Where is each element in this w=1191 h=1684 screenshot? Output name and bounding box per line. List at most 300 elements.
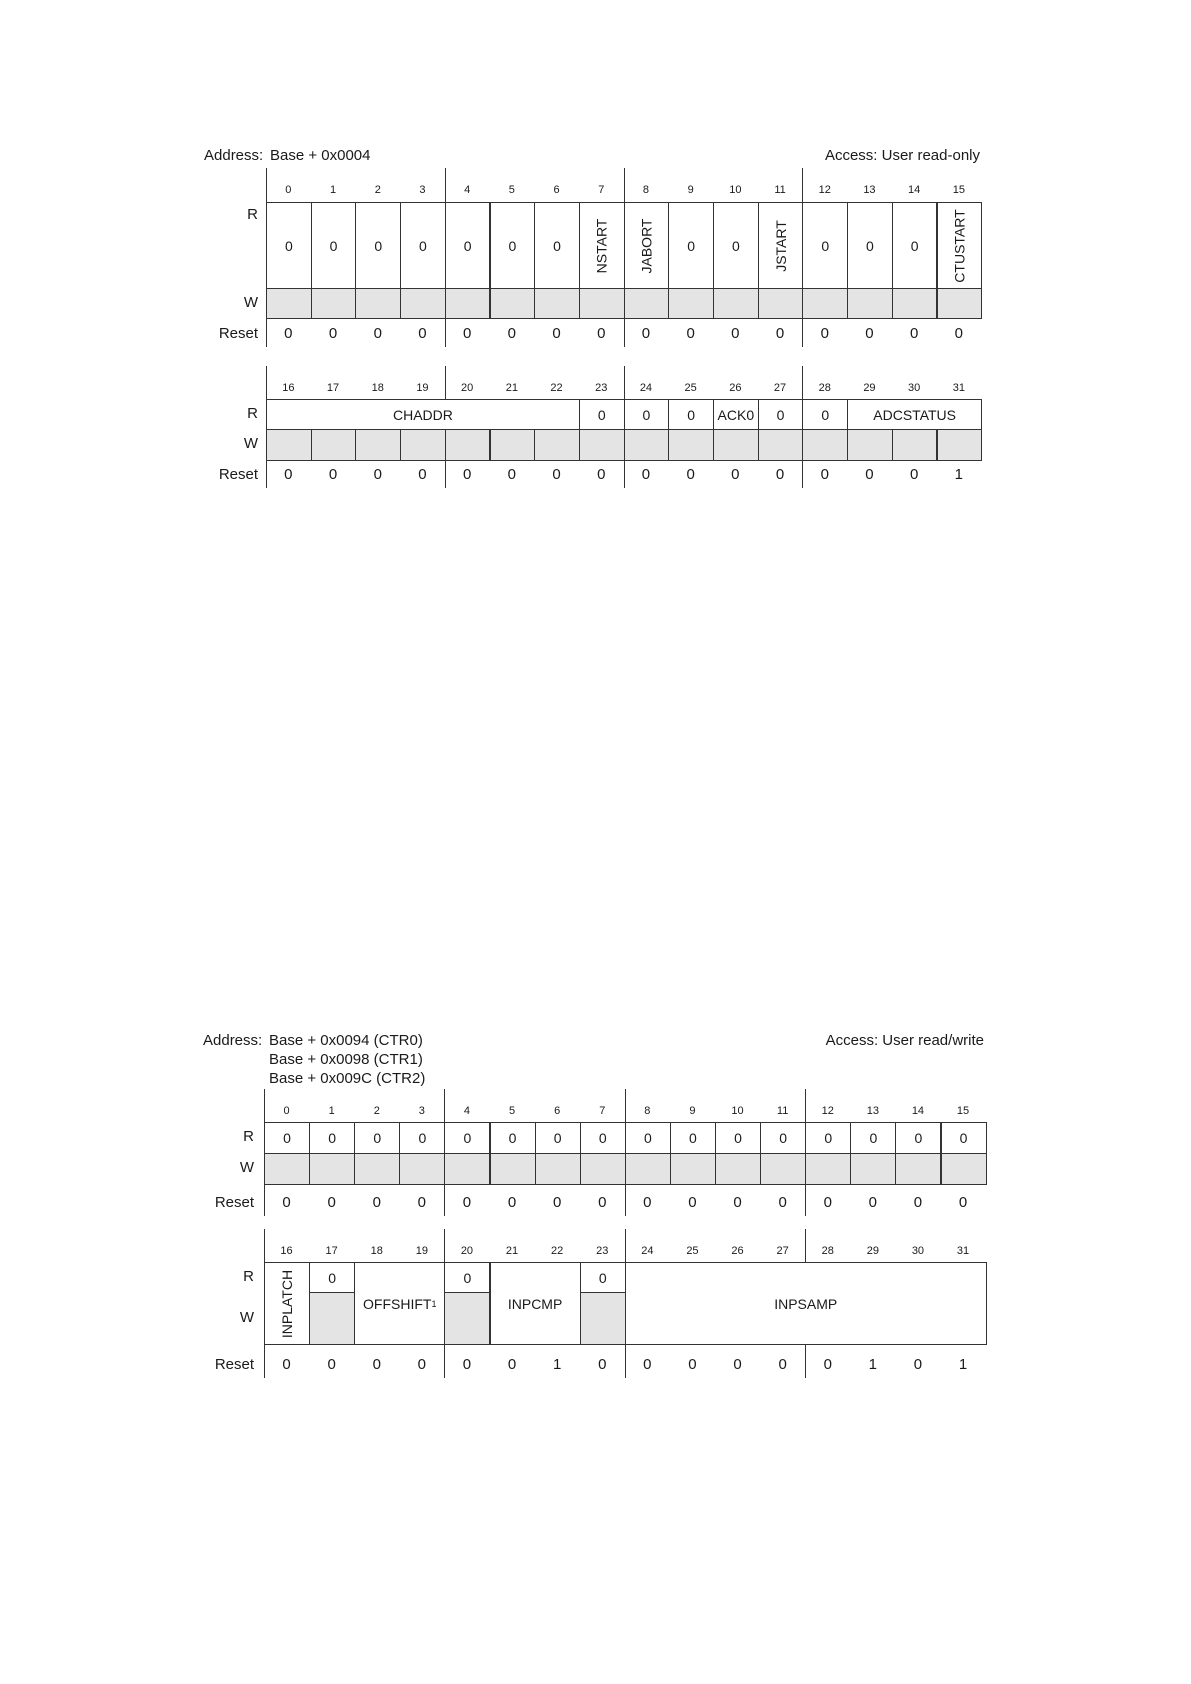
reg1-upper-bit-number: 2 [374, 184, 381, 196]
reg2-upper-r-value: 0 [734, 1130, 742, 1146]
reg2-upper-bit-number: 15 [956, 1105, 970, 1117]
reg2-upper-w-cell [535, 1153, 581, 1185]
reg1-lower-field-label: 0 [687, 406, 696, 423]
reg1-lower-bit-number: 28 [818, 382, 831, 394]
reg2-bit20-r-cell [444, 1262, 490, 1293]
reg1-upper-bit-number: 12 [818, 184, 831, 196]
reg1-lower-reset-value: 0 [597, 466, 606, 483]
reg1-lower-reset-value: 0 [507, 466, 517, 483]
reg1-access: Access: User read-only [824, 147, 980, 164]
reg1-upper-field [579, 202, 625, 289]
reg1-lower-bit-number: 31 [952, 382, 965, 394]
reg2-access: Access: User read/write [825, 1032, 984, 1049]
reg1-lower-bit-number: 29 [863, 382, 876, 394]
reg1-upper-w-cell [847, 288, 893, 319]
reg1-upper-bit-number: 9 [687, 184, 694, 196]
reg2-lower-bit-number: 27 [776, 1245, 789, 1257]
reg1-upper-bit-number: 13 [863, 184, 876, 196]
reg2-upper-w-cell [625, 1153, 671, 1185]
reg1-address-label: Address: [204, 147, 264, 164]
reg2-address-line-1: Base + 0x0094 (CTR0) [269, 1032, 423, 1049]
reg1-upper-r-label: R [247, 206, 258, 223]
reg1-upper-bit-number: 11 [774, 184, 786, 196]
reg2-upper-reset-value: 0 [552, 1194, 562, 1211]
reg1-lower-field-label: CHADDR [393, 406, 453, 423]
reg2-lower-reset-value: 0 [372, 1356, 381, 1373]
reg2-upper-w-label: W [239, 1159, 254, 1176]
reg1-upper-field-label: 0 [419, 237, 427, 254]
reg1-lower-w-cell [311, 429, 357, 461]
reg2-upper-reset-value: 0 [462, 1194, 472, 1211]
reg2-lower-reset-value: 0 [913, 1356, 923, 1373]
reg2-lower-bit-number: 24 [641, 1245, 654, 1257]
reg1-lower-bit-number: 17 [326, 382, 340, 394]
reg1-lower-field [847, 399, 982, 430]
reg2-inpsamp-field [625, 1262, 987, 1345]
reg1-upper-field [445, 202, 491, 289]
reg1-lower-group-divider [266, 366, 267, 399]
reg1-lower-reset-value: 0 [284, 466, 293, 483]
reg1-upper-reset-value: 0 [775, 325, 785, 342]
reg1-upper-reset-value: 0 [731, 325, 740, 342]
reg2-upper-group-divider [625, 1089, 626, 1122]
reg2-upper-bit-number: 6 [554, 1105, 561, 1117]
reg2-lower-bit-number: 28 [821, 1245, 834, 1257]
reg2-upper-bit-number: 5 [508, 1105, 516, 1117]
reg1-upper-w-cell [713, 288, 759, 319]
reg1-upper-field [355, 202, 401, 289]
reg1-lower-w-cell [490, 429, 536, 461]
reg2-bit17-w-cell [309, 1292, 355, 1345]
reg1-upper-group-divider [802, 318, 803, 347]
reg2-upper-reset-value: 0 [372, 1194, 381, 1211]
reg1-lower-w-cell [892, 429, 938, 461]
reg2-lower-bit-number: 26 [731, 1245, 744, 1257]
reg2-lower-reset-value: 1 [958, 1356, 968, 1373]
reg1-lower-field [579, 399, 625, 430]
reg1-lower-reset-value: 0 [731, 466, 740, 483]
reg1-lower-w-cell [579, 429, 625, 461]
reg1-lower-w-cell [668, 429, 714, 461]
reg1-upper-field [713, 202, 759, 289]
reg2-upper-r-value: 0 [959, 1130, 968, 1146]
reg2-lower-reset-value: 0 [507, 1356, 517, 1373]
reg1-upper-group-divider [624, 318, 625, 347]
reg2-lower-bit-number: 16 [280, 1245, 293, 1257]
reg2-upper-w-cell [805, 1153, 851, 1185]
reg1-upper-bit-number: 14 [908, 184, 921, 196]
reg2-upper-w-cell [490, 1153, 536, 1185]
reg2-bit23-r-value: 0 [598, 1269, 607, 1286]
reg2-upper-r-cell [580, 1122, 626, 1154]
reg1-upper-bit-number: 8 [642, 184, 649, 196]
reg2-upper-r-value: 0 [418, 1130, 427, 1146]
reg2-upper-bit-number: 7 [599, 1105, 606, 1117]
reg1-upper-w-cell [400, 288, 446, 319]
reg1-lower-w-cell [847, 429, 893, 461]
reg1-upper-reset-value: 0 [641, 325, 651, 342]
reg2-upper-r-value: 0 [779, 1130, 788, 1146]
reg2-bit23-r-cell [580, 1262, 626, 1293]
reg1-upper-reset-value: 0 [462, 325, 472, 342]
reg1-upper-reset-value: 0 [954, 325, 964, 342]
reg1-upper-group-divider [802, 168, 803, 202]
reg1-lower-w-cell [937, 429, 983, 461]
reg1-lower-bit-number: 20 [461, 382, 474, 394]
reg2-lower-bit-number: 17 [325, 1245, 338, 1257]
reg1-upper-w-cell [668, 288, 714, 319]
reg1-lower-field-label: 0 [776, 406, 785, 423]
reg2-upper-reset-value: 0 [507, 1194, 517, 1211]
reg2-bit23-w-cell [580, 1292, 626, 1345]
reg2-lower-group-divider [625, 1229, 626, 1262]
reg1-upper-bit-number: 10 [729, 184, 742, 196]
reg1-upper-reset-value: 0 [909, 325, 919, 342]
reg2-upper-group-divider [805, 1089, 806, 1122]
reg1-lower-reset-value: 0 [865, 466, 874, 483]
reg2-lower-group-divider [805, 1344, 806, 1378]
reg2-upper-group-divider [264, 1184, 265, 1216]
reg1-upper-group-divider [266, 318, 267, 347]
reg1-upper-field [758, 202, 804, 289]
reg1-lower-reset-value: 0 [775, 466, 785, 483]
reg2-bit17-r-cell [309, 1262, 355, 1293]
reg2-upper-w-cell [895, 1153, 941, 1185]
reg1-upper-bit-number: 7 [598, 184, 605, 196]
reg2-upper-bit-number: 0 [283, 1105, 290, 1117]
reg1-upper-bit-number: 15 [952, 184, 965, 196]
reg1-upper-field [668, 202, 714, 289]
reg2-lower-bit-number: 31 [956, 1245, 970, 1257]
reg1-lower-w-cell [534, 429, 580, 461]
reg1-upper-field-label: 0 [821, 237, 830, 254]
reg2-inpcmp-field [490, 1262, 581, 1345]
reg2-offshift-footnote: 1 [431, 1298, 437, 1309]
reg1-lower-bit-number: 26 [729, 382, 742, 394]
reg2-upper-r-cell [760, 1122, 806, 1154]
reg1-lower-field-label: 0 [642, 406, 651, 423]
reg1-lower-bit-number: 30 [908, 382, 921, 394]
reg1-lower-bit-number: 18 [371, 382, 384, 394]
reg1-upper-field [266, 202, 312, 289]
reg1-lower-reset-value: 0 [418, 466, 427, 483]
reg1-upper-reset-value: 0 [865, 325, 874, 342]
reg1-upper-w-cell [490, 288, 536, 319]
reg1-lower-group-divider [445, 460, 446, 488]
reg1-upper-bit-number: 0 [285, 184, 292, 196]
reg2-lower-group-divider [625, 1344, 626, 1378]
reg1-upper-w-cell [802, 288, 848, 319]
reg1-lower-bit-number: 27 [773, 382, 787, 394]
reg2-upper-reset-value: 0 [282, 1194, 291, 1211]
reg2-upper-r-label: R [243, 1128, 254, 1145]
reg1-upper-w-cell [534, 288, 580, 319]
reg1-upper-field [534, 202, 580, 289]
reg1-upper-field-label: 0 [731, 237, 740, 254]
reg1-upper-group-divider [624, 168, 625, 202]
reg1-lower-field-label: ADCSTATUS [873, 406, 956, 423]
reg1-lower-field-label: 0 [821, 406, 830, 423]
reg2-upper-r-value: 0 [689, 1130, 697, 1146]
reg2-upper-bit-number: 9 [689, 1105, 696, 1117]
reg1-upper-field-label: 0 [329, 237, 338, 254]
reg2-lower-reset-value: 0 [462, 1356, 472, 1373]
reg2-upper-w-cell [354, 1153, 400, 1185]
reg2-upper-group-divider [264, 1089, 265, 1122]
reg2-upper-r-value: 0 [328, 1130, 337, 1146]
reg1-lower-w-cell [266, 429, 312, 461]
reg2-lower-bit-number: 30 [911, 1245, 925, 1257]
reg1-upper-field-label: 0 [284, 237, 293, 254]
reg1-lower-field [624, 399, 670, 430]
reg1-upper-field-label: 0 [508, 237, 517, 254]
reg1-lower-group-divider [266, 460, 267, 488]
reg1-upper-w-cell [624, 288, 670, 319]
reg1-lower-w-cell [445, 429, 491, 461]
reg1-lower-reset-value: 0 [328, 466, 338, 483]
reg1-upper-bit-number: 4 [464, 184, 471, 196]
reg1-upper-w-cell [758, 288, 804, 319]
reg2-upper-r-value: 0 [914, 1130, 923, 1146]
reg2-upper-w-cell [264, 1153, 310, 1185]
reg1-upper-group-divider [266, 168, 267, 202]
reg2-upper-bit-number: 12 [821, 1105, 834, 1117]
reg2-upper-r-cell [805, 1122, 851, 1154]
reg2-upper-w-cell [580, 1153, 626, 1185]
reg1-upper-w-cell [355, 288, 401, 319]
reg1-upper-w-cell [311, 288, 357, 319]
reg2-lower-w-label: W [239, 1309, 254, 1326]
reg1-lower-group-divider [802, 460, 803, 488]
reg1-upper-reset-label: Reset [218, 325, 258, 342]
reg1-lower-w-cell [713, 429, 759, 461]
reg2-lower-reset-value: 0 [778, 1356, 787, 1373]
reg1-upper-field-label: 0 [866, 237, 874, 254]
reg2-upper-reset-value: 0 [417, 1194, 427, 1211]
reg2-address-line-2: Base + 0x0098 (CTR1) [269, 1051, 423, 1068]
reg1-upper-reset-value: 0 [507, 325, 517, 342]
reg2-offshift-field [354, 1262, 445, 1345]
reg1-lower-group-divider [624, 460, 625, 488]
reg2-upper-w-cell [941, 1153, 987, 1185]
reg2-lower-bit-number: 18 [370, 1245, 383, 1257]
reg2-lower-r-label: R [243, 1268, 254, 1285]
reg2-upper-r-value: 0 [553, 1130, 562, 1146]
reg2-upper-r-cell [895, 1122, 941, 1154]
reg1-upper-bit-number: 1 [329, 184, 337, 196]
reg2-upper-bit-number: 14 [911, 1105, 925, 1117]
reg1-lower-bit-number: 21 [505, 382, 518, 394]
reg2-upper-r-cell [309, 1122, 355, 1154]
reg2-upper-w-cell [670, 1153, 716, 1185]
reg2-inpcmp-label: INPCMP [507, 1295, 563, 1312]
reg2-upper-reset-value: 0 [958, 1194, 968, 1211]
reg2-upper-w-cell [444, 1153, 490, 1185]
reg2-lower-bit-number: 20 [460, 1245, 474, 1257]
reg2-bit20-w-cell [444, 1292, 490, 1345]
reg2-upper-reset-value: 0 [688, 1194, 697, 1211]
reg2-upper-r-cell [850, 1122, 896, 1154]
reg1-lower-reset-value: 0 [552, 466, 561, 483]
reg2-lower-reset-value: 1 [552, 1356, 562, 1373]
reg1-upper-bit-number: 5 [508, 184, 515, 196]
reg2-upper-reset-value: 0 [913, 1194, 923, 1211]
reg1-lower-field-label: ACK0 [717, 406, 755, 423]
reg2-lower-bit-number: 25 [686, 1245, 699, 1257]
reg1-lower-w-cell [802, 429, 848, 461]
reg1-upper-reset-value: 0 [552, 325, 561, 342]
reg1-upper-w-cell [579, 288, 625, 319]
reg2-upper-bit-number: 4 [463, 1105, 470, 1117]
reg2-lower-reset-value: 0 [598, 1356, 607, 1373]
reg1-upper-field [847, 202, 893, 289]
reg1-lower-r-label: R [247, 405, 258, 422]
reg2-lower-reset-label: Reset [214, 1356, 254, 1373]
reg1-lower-w-cell [355, 429, 401, 461]
reg1-lower-field [668, 399, 714, 430]
reg2-upper-bit-number: 13 [866, 1105, 879, 1117]
reg2-lower-reset-value: 0 [417, 1356, 427, 1373]
reg2-upper-r-value: 0 [869, 1130, 878, 1146]
reg2-upper-group-divider [444, 1089, 445, 1122]
reg2-lower-group-divider [805, 1229, 806, 1262]
reg1-upper-field-label: 0 [553, 237, 561, 254]
reg1-upper-w-cell [892, 288, 938, 319]
reg1-lower-bit-number: 22 [550, 382, 563, 394]
reg2-upper-reset-label: Reset [214, 1194, 254, 1211]
reg1-lower-bit-number: 19 [416, 382, 429, 394]
reg2-lower-reset-value: 0 [733, 1356, 742, 1373]
reg2-lower-group-divider [264, 1344, 265, 1378]
reg2-lower-reset-value: 0 [327, 1356, 336, 1373]
reg1-upper-field-label: 0 [374, 237, 383, 254]
reg2-upper-bit-number: 10 [731, 1105, 744, 1117]
reg2-lower-bit-number: 23 [596, 1245, 609, 1257]
reg2-upper-r-value: 0 [283, 1130, 291, 1146]
reg2-upper-bit-number: 2 [373, 1105, 380, 1117]
reg2-upper-reset-value: 0 [733, 1194, 742, 1211]
reg2-upper-group-divider [625, 1184, 626, 1216]
reg1-lower-field [713, 399, 759, 430]
reg2-upper-group-divider [444, 1184, 445, 1216]
reg1-lower-field [802, 399, 848, 430]
reg2-upper-r-value: 0 [643, 1130, 652, 1146]
reg1-upper-group-divider [445, 168, 446, 202]
reg2-lower-group-divider [444, 1229, 445, 1262]
reg1-upper-field-label: 0 [463, 237, 472, 254]
reg1-lower-reset-value: 0 [909, 466, 919, 483]
reg1-upper-field [490, 202, 536, 289]
reg1-lower-reset-value: 0 [462, 466, 472, 483]
reg1-lower-bit-number: 25 [684, 382, 697, 394]
reg1-upper-field-label: NSTART [593, 218, 610, 273]
reg2-upper-r-value: 0 [463, 1130, 472, 1146]
reg1-upper-reset-value: 0 [373, 325, 382, 342]
reg2-lower-reset-value: 0 [823, 1356, 832, 1373]
reg2-bit20-r-value: 0 [463, 1269, 472, 1286]
reg2-upper-r-cell [490, 1122, 536, 1154]
reg1-upper-field [892, 202, 938, 289]
reg1-lower-w-label: W [243, 435, 258, 452]
reg1-upper-w-cell [266, 288, 312, 319]
reg1-upper-field [802, 202, 848, 289]
reg1-lower-bit-number: 16 [282, 382, 295, 394]
reg2-offshift-label: OFFSHIFT [363, 1295, 432, 1312]
reg1-upper-bit-number: 6 [553, 184, 560, 196]
reg1-lower-field [266, 399, 580, 430]
reg2-upper-reset-value: 0 [643, 1194, 652, 1211]
reg2-upper-reset-value: 0 [598, 1194, 607, 1211]
reg2-lower-reset-value: 0 [688, 1356, 697, 1373]
reg2-upper-w-cell [715, 1153, 761, 1185]
reg1-lower-group-divider [445, 366, 446, 399]
reg2-lower-reset-value: 0 [643, 1356, 652, 1373]
reg2-inplatch-label: INPLATCH [279, 1269, 296, 1338]
reg2-upper-r-cell [670, 1122, 716, 1154]
reg1-upper-w-cell [445, 288, 491, 319]
reg2-upper-reset-value: 0 [823, 1194, 832, 1211]
reg1-upper-field-label: 0 [687, 237, 696, 254]
reg1-lower-reset-value: 0 [820, 466, 829, 483]
reg1-upper-reset-value: 0 [418, 325, 427, 342]
reg2-upper-bit-number: 3 [418, 1105, 425, 1117]
reg2-lower-bit-number: 22 [551, 1245, 564, 1257]
reg1-lower-w-cell [400, 429, 446, 461]
reg2-upper-reset-value: 0 [868, 1194, 878, 1211]
reg1-lower-bit-number: 23 [595, 382, 608, 394]
reg1-lower-field [758, 399, 804, 430]
reg2-lower-reset-value: 0 [282, 1356, 291, 1373]
reg1-upper-field [400, 202, 446, 289]
reg2-upper-bit-number: 8 [644, 1105, 651, 1117]
reg1-upper-field [624, 202, 670, 289]
reg2-upper-r-value: 0 [824, 1130, 833, 1146]
reg1-upper-reset-value: 0 [597, 325, 606, 342]
reg2-upper-r-value: 0 [508, 1130, 517, 1146]
reg2-lower-bit-number: 29 [866, 1245, 879, 1257]
reg1-upper-field [311, 202, 357, 289]
reg2-upper-r-cell [941, 1122, 987, 1154]
reg2-upper-group-divider [805, 1184, 806, 1216]
reg2-upper-reset-value: 0 [778, 1194, 787, 1211]
reg1-lower-reset-value: 0 [641, 466, 651, 483]
reg1-upper-w-cell [937, 288, 983, 319]
reg2-lower-group-divider [444, 1344, 445, 1378]
reg1-upper-reset-value: 0 [686, 325, 695, 342]
reg2-upper-w-cell [399, 1153, 445, 1185]
reg1-upper-field-label: 0 [910, 237, 919, 254]
reg2-upper-reset-value: 0 [327, 1194, 336, 1211]
reg2-upper-r-value: 0 [598, 1130, 607, 1146]
reg1-lower-group-divider [624, 366, 625, 399]
reg2-upper-w-cell [309, 1153, 355, 1185]
reg1-lower-field-label: 0 [597, 406, 606, 423]
reg1-upper-field-label: JSTART [772, 219, 789, 272]
reg2-lower-group-divider [264, 1229, 265, 1262]
reg1-upper-field [937, 202, 983, 289]
reg1-lower-group-divider [802, 366, 803, 399]
reg2-upper-bit-number: 1 [328, 1105, 335, 1117]
reg2-upper-r-value: 0 [373, 1130, 382, 1146]
reg2-upper-r-cell [625, 1122, 671, 1154]
reg1-lower-bit-number: 24 [639, 382, 653, 394]
reg1-upper-field-label: CTUSTART [951, 208, 968, 283]
reg2-address-label: Address: [203, 1032, 263, 1049]
reg1-lower-reset-label: Reset [218, 466, 258, 483]
reg1-upper-bit-number: 3 [419, 184, 426, 196]
reg2-lower-bit-number: 21 [505, 1245, 519, 1257]
reg2-bit17-r-value: 0 [328, 1269, 337, 1286]
